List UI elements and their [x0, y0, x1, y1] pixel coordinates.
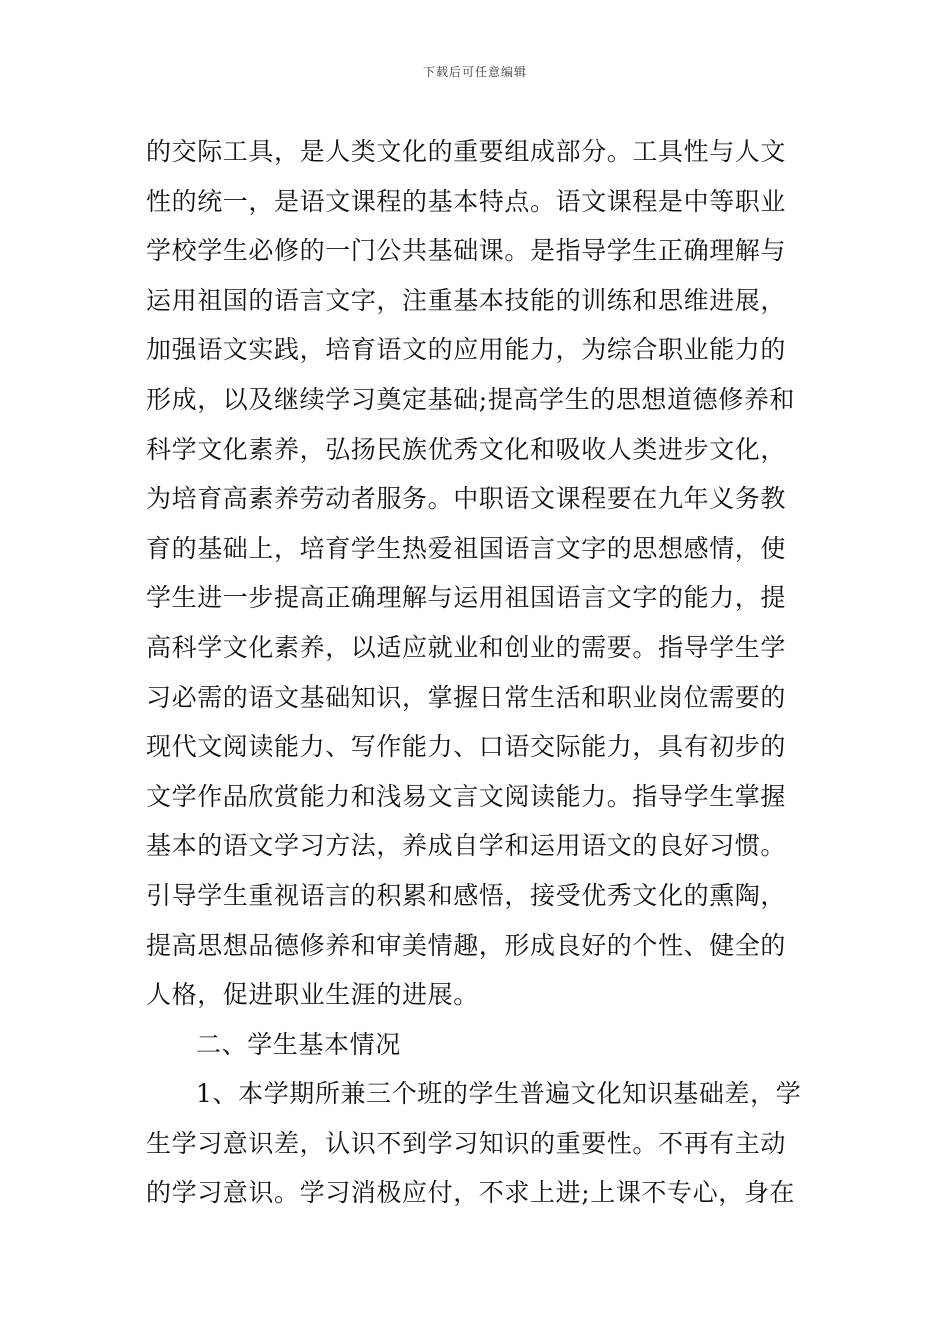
section-heading: 二、学生基本情况: [196, 1029, 401, 1059]
paragraph-line: 为培育高素养劳动者服务。中职语文课程要在九年义务教: [146, 484, 787, 514]
paragraph-line: 运用祖国的语言文字，注重基本技能的训练和思维进展，: [146, 285, 787, 315]
paragraph-line: 学校学生必修的一门公共基础课。是指导学生正确理解与: [146, 236, 787, 266]
paragraph-line: 文学作品欣赏能力和浅易文言文阅读能力。指导学生掌握: [146, 781, 787, 811]
paragraph-line: 习必需的语文基础知识，掌握日常生活和职业岗位需要的: [146, 682, 787, 712]
paragraph-line: 现代文阅读能力、写作能力、口语交际能力，具有初步的: [146, 732, 787, 762]
paragraph-line: 的交际工具，是人类文化的重要组成部分。工具性与人文: [146, 137, 787, 166]
paragraph-line: 加强语文实践，培育语文的应用能力，为综合职业能力的: [146, 335, 787, 365]
list-item-line: 1、本学期所兼三个班的学生普遍文化知识基础差，学: [196, 1079, 802, 1109]
paragraph-line: 人格，促进职业生涯的进展。: [146, 980, 479, 1010]
list-item-line: 生学习意识差，认识不到学习知识的重要性。不再有主动: [146, 1128, 787, 1158]
paragraph-line: 高科学文化素养，以适应就业和创业的需要。指导学生学: [146, 632, 787, 662]
paragraph-line: 科学文化素养，弘扬民族优秀文化和吸收人类进步文化，: [146, 434, 787, 464]
paragraph-line: 性的统一，是语文课程的基本特点。语文课程是中等职业: [146, 186, 787, 216]
paragraph-line: 提高思想品德修养和审美情趣，形成良好的个性、健全的: [146, 930, 787, 960]
paragraph-line: 学生进一步提高正确理解与运用祖国语言文字的能力，提: [146, 583, 787, 613]
list-item-line: 的学习意识。学习消极应付，不求上进;上课不专心，身在: [146, 1178, 796, 1208]
paragraph-line: 引导学生重视语言的积累和感悟，接受优秀文化的熏陶，: [146, 880, 787, 910]
document-body: [146, 127, 826, 1218]
paragraph-line: 形成，以及继续学习奠定基础;提高学生的思想道德修养和: [146, 384, 796, 414]
page-header-note: 下载后可任意编辑: [422, 65, 527, 79]
paragraph-line: 基本的语文学习方法，养成自学和运用语文的良好习惯。: [146, 831, 787, 861]
paragraph-line: 育的基础上，培育学生热爱祖国语言文字的思想感情，使: [146, 533, 787, 563]
